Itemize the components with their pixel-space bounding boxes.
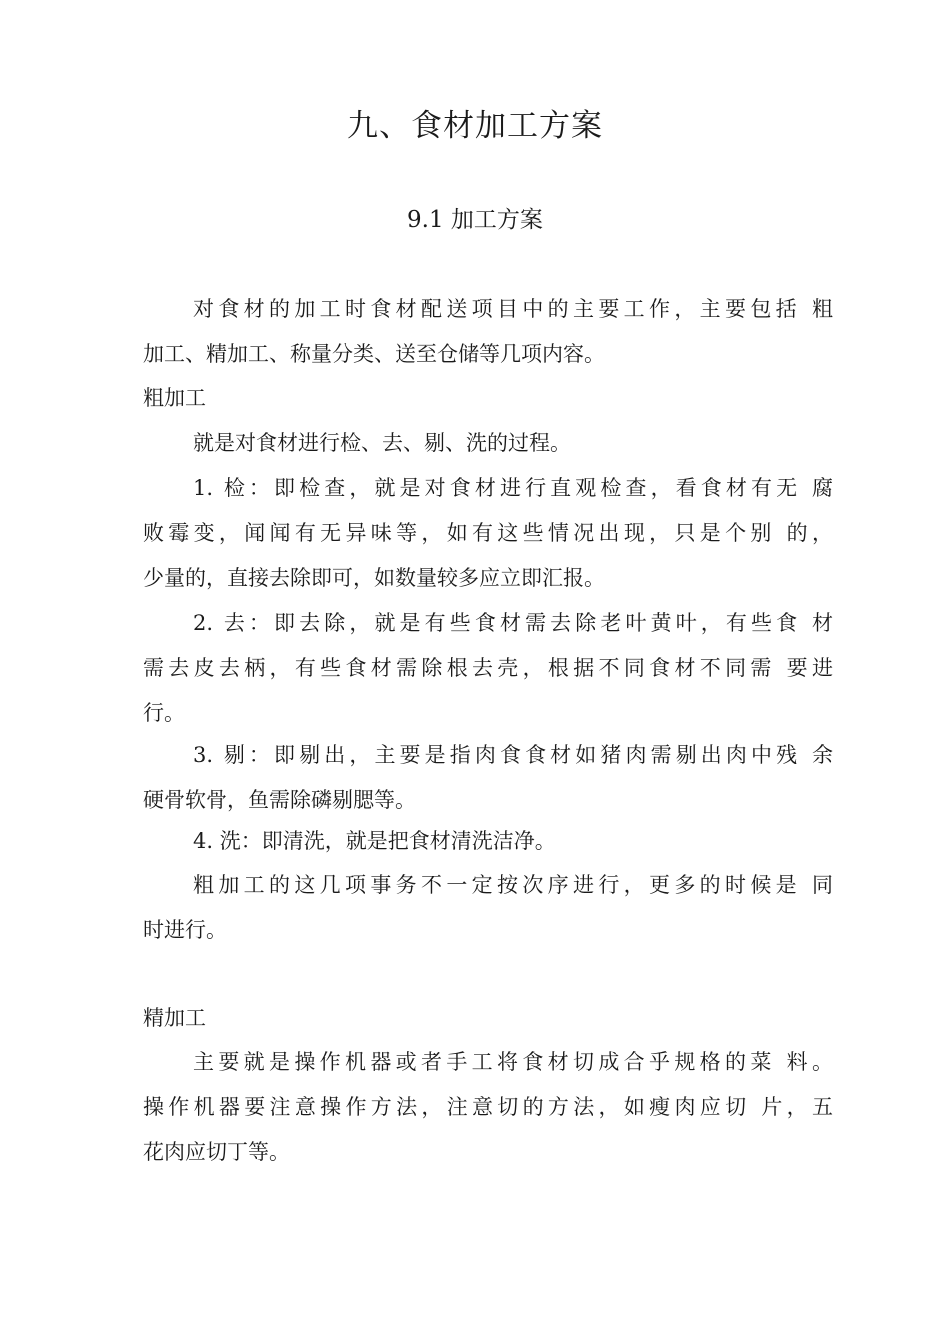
- text-line: 主要就是操作机器或者手工将食材切成合乎规格的菜 料。: [193, 1050, 833, 1074]
- step-wash-paragraph: [143, 819, 833, 864]
- rough-processing-heading: [143, 376, 833, 421]
- rough-processing-intro: [143, 421, 833, 466]
- fine-processing-paragraph: [143, 1040, 833, 1175]
- text-line: 少量的，直接去除即可，如数量较多应立即汇报。: [143, 566, 605, 590]
- document-title: 九、食材加工方案: [347, 108, 603, 144]
- text-line: 3. 剔：即剔出，主要是指肉食食材如猪肉需剔出肉中残 余: [193, 743, 833, 767]
- text-line: 硬骨软骨，鱼需除磷剔腮等。: [143, 788, 416, 812]
- rough-processing-note: [143, 863, 833, 953]
- text-line: 4. 洗：即清洗，就是把食材清洗洁净。: [193, 829, 556, 853]
- step-inspect-paragraph: [143, 466, 833, 601]
- text-line: 就是对食材进行检、去、剔、洗的过程。: [193, 431, 571, 455]
- text-line: 时进行。: [143, 918, 227, 942]
- text-line: 粗加工: [143, 386, 206, 410]
- text-line: 花肉应切丁等。: [143, 1140, 290, 1164]
- step-remove-paragraph: [143, 601, 833, 736]
- step-trim-paragraph: [143, 733, 833, 823]
- text-line: 精加工: [143, 1006, 206, 1030]
- text-line: 粗加工的这几项事务不一定按次序进行，更多的时候是 同: [193, 873, 833, 897]
- section-heading: 9.1 加工方案: [407, 207, 543, 233]
- text-line: 加工、精加工、称量分类、送至仓储等几项内容。: [143, 342, 605, 366]
- text-line: 行。: [143, 701, 185, 725]
- text-line: 需去皮去柄，有些食材需除根去壳，根据不同食材不同需 要进: [143, 656, 833, 680]
- text-line: 败霉变，闻闻有无异味等，如有这些情况出现，只是个别 的，: [143, 521, 833, 545]
- text-line: 对食材的加工时食材配送项目中的主要工作，主要包括 粗: [193, 297, 833, 321]
- text-line: 1. 检：即检查，就是对食材进行直观检查，看食材有无 腐: [193, 476, 833, 500]
- text-line: 操作机器要注意操作方法，注意切的方法，如瘦肉应切 片，五: [143, 1095, 833, 1119]
- fine-processing-heading: [143, 996, 833, 1041]
- intro-paragraph: [143, 287, 833, 377]
- text-line: 2. 去：即去除，就是有些食材需去除老叶黄叶，有些食 材: [193, 611, 833, 635]
